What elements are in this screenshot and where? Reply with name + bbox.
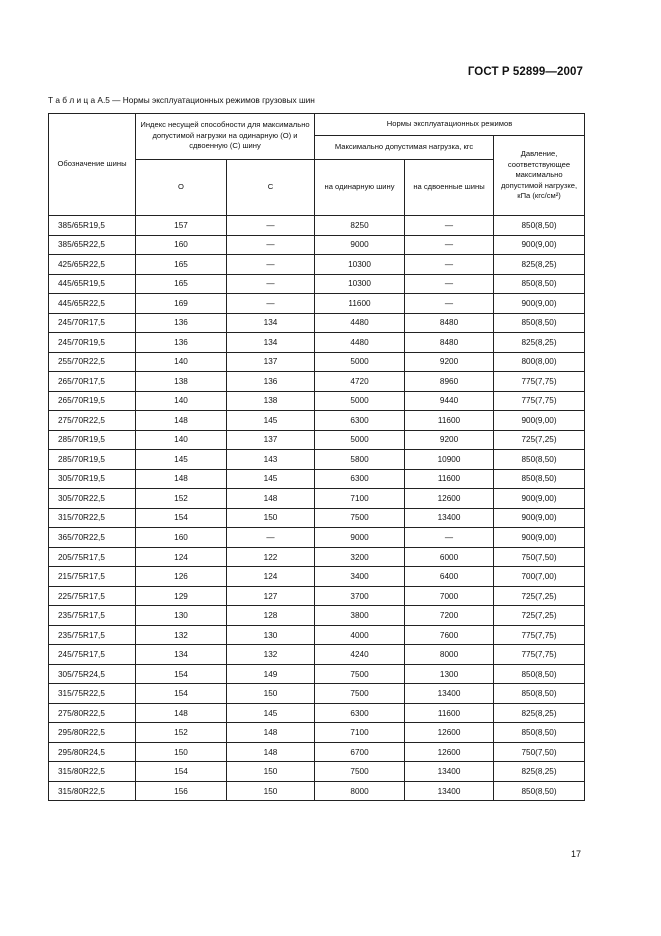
table-row [49,313,585,333]
cell-load-single: 4720 [315,372,405,392]
cell-designation: 305/70R22,5 [49,489,136,509]
cell-load-dual: 12600 [405,489,494,509]
table-row [49,489,585,509]
cell-load-single: 8000 [315,781,405,801]
cell-load-dual: 8480 [405,313,494,333]
cell-designation: 275/80R22,5 [49,703,136,723]
cell-load-dual: 8000 [405,645,494,665]
cell-index-c: — [227,274,315,294]
header-norms: Нормы эксплуатационных режимов [315,114,585,136]
table-row [49,430,585,450]
cell-load-dual: 9200 [405,430,494,450]
cell-index-o: 150 [136,742,227,762]
cell-pressure: 750(7,50) [494,742,585,762]
header-load-index: Индекс несущей способности для максимально допустимой нагрузки на одинарную (О) и сдвоенную (С) шину [136,114,315,160]
cell-load-single: 7100 [315,723,405,743]
cell-load-single: 3200 [315,547,405,567]
cell-designation: 295/80R22,5 [49,723,136,743]
header-index-o: О [136,160,227,216]
cell-load-single: 5800 [315,450,405,470]
cell-pressure: 850(8,50) [494,684,585,704]
cell-designation: 365/70R22,5 [49,528,136,548]
table-row [49,333,585,353]
cell-index-o: 134 [136,645,227,665]
cell-designation: 445/65R22,5 [49,294,136,314]
table-row [49,606,585,626]
cell-pressure: 900(9,00) [494,528,585,548]
cell-pressure: 725(7,25) [494,586,585,606]
cell-designation: 305/70R19,5 [49,469,136,489]
cell-index-o: 152 [136,489,227,509]
table-row [49,450,585,470]
cell-load-single: 6300 [315,703,405,723]
cell-designation: 265/70R19,5 [49,391,136,411]
cell-load-dual: 7000 [405,586,494,606]
cell-load-single: 7500 [315,684,405,704]
cell-index-o: 148 [136,469,227,489]
table-row [49,391,585,411]
header-pressure-text: Давление, соответствующее максимально допустимой нагрузке, кПа (кгс/см²) [500,149,578,201]
cell-load-single: 6700 [315,742,405,762]
cell-designation: 275/70R22,5 [49,411,136,431]
cell-index-c: — [227,216,315,236]
cell-designation: 235/75R17,5 [49,625,136,645]
header-designation: Обозначение шины [49,114,136,216]
cell-load-single: 10300 [315,255,405,275]
cell-index-o: 138 [136,372,227,392]
cell-load-single: 7100 [315,489,405,509]
cell-pressure: 825(8,25) [494,762,585,782]
cell-index-c: 134 [227,313,315,333]
table-row [49,762,585,782]
cell-index-o: 154 [136,508,227,528]
header-index-c: С [227,160,315,216]
cell-load-dual: — [405,528,494,548]
tire-norms-table [48,113,585,801]
cell-load-dual: — [405,294,494,314]
cell-index-o: 154 [136,684,227,704]
cell-index-c: 145 [227,469,315,489]
table-row [49,586,585,606]
cell-designation: 285/70R19,5 [49,430,136,450]
cell-index-c: 150 [227,781,315,801]
cell-pressure: 850(8,50) [494,450,585,470]
cell-designation: 285/70R19,5 [49,450,136,470]
cell-load-dual: 11600 [405,703,494,723]
cell-pressure: 825(8,25) [494,333,585,353]
header-load-single: на одинарную шину [315,160,405,216]
cell-load-single: 7500 [315,508,405,528]
table-header [49,114,585,216]
cell-load-dual: 8960 [405,372,494,392]
cell-designation: 315/80R22,5 [49,762,136,782]
cell-load-dual: 10900 [405,450,494,470]
cell-load-single: 5000 [315,430,405,450]
cell-load-single: 4000 [315,625,405,645]
cell-index-c: 130 [227,625,315,645]
table-row [49,567,585,587]
cell-index-o: 140 [136,352,227,372]
cell-load-dual: 7200 [405,606,494,626]
cell-pressure: 850(8,50) [494,664,585,684]
cell-index-c: — [227,294,315,314]
cell-index-c: 148 [227,489,315,509]
cell-load-dual: 9440 [405,391,494,411]
cell-index-c: 134 [227,333,315,353]
cell-index-o: 140 [136,430,227,450]
cell-index-c: 148 [227,723,315,743]
cell-pressure: 825(8,25) [494,255,585,275]
header-max-load: Максимально допустимая нагрузка, кгс [315,136,494,160]
cell-load-dual: 13400 [405,508,494,528]
cell-designation: 425/65R22,5 [49,255,136,275]
cell-designation: 245/70R17,5 [49,313,136,333]
cell-load-single: 5000 [315,352,405,372]
table-row [49,216,585,236]
cell-load-dual: 13400 [405,762,494,782]
table-row [49,528,585,548]
table-row [49,255,585,275]
cell-load-dual: 12600 [405,723,494,743]
cell-index-c: 145 [227,411,315,431]
cell-load-single: 10300 [315,274,405,294]
cell-pressure: 900(9,00) [494,235,585,255]
cell-load-dual: — [405,255,494,275]
cell-index-o: 140 [136,391,227,411]
cell-load-dual: 13400 [405,684,494,704]
cell-designation: 225/75R17,5 [49,586,136,606]
cell-load-single: 4480 [315,333,405,353]
table-row [49,274,585,294]
cell-index-c: 148 [227,742,315,762]
cell-pressure: 825(8,25) [494,703,585,723]
cell-index-o: 156 [136,781,227,801]
table-row [49,684,585,704]
cell-pressure: 900(9,00) [494,508,585,528]
table-row [49,294,585,314]
cell-index-o: 165 [136,274,227,294]
cell-designation: 445/65R19,5 [49,274,136,294]
cell-load-dual: 1300 [405,664,494,684]
cell-index-c: 136 [227,372,315,392]
cell-load-single: 8250 [315,216,405,236]
cell-load-single: 5000 [315,391,405,411]
cell-index-c: 138 [227,391,315,411]
cell-load-single: 3400 [315,567,405,587]
cell-load-single: 9000 [315,528,405,548]
cell-pressure: 900(9,00) [494,294,585,314]
cell-index-o: 169 [136,294,227,314]
cell-pressure: 725(7,25) [494,606,585,626]
cell-load-single: 4240 [315,645,405,665]
cell-pressure: 725(7,25) [494,430,585,450]
cell-pressure: 775(7,75) [494,645,585,665]
cell-pressure: 850(8,50) [494,274,585,294]
cell-load-single: 6300 [315,411,405,431]
table-row [49,703,585,723]
cell-index-o: 145 [136,450,227,470]
cell-pressure: 775(7,75) [494,391,585,411]
table-caption: Т а б л и ц а А.5 — Нормы эксплуатационных режимов грузовых шин [48,95,315,105]
cell-designation: 235/75R17,5 [49,606,136,626]
cell-index-o: 157 [136,216,227,236]
cell-index-c: 145 [227,703,315,723]
cell-index-o: 136 [136,333,227,353]
cell-designation: 215/75R17,5 [49,567,136,587]
cell-load-single: 3800 [315,606,405,626]
cell-index-c: 122 [227,547,315,567]
cell-index-c: 137 [227,430,315,450]
cell-index-o: 148 [136,411,227,431]
cell-index-c: 149 [227,664,315,684]
cell-load-single: 11600 [315,294,405,314]
header-pressure [494,136,585,216]
cell-designation: 255/70R22,5 [49,352,136,372]
cell-pressure: 850(8,50) [494,469,585,489]
cell-index-c: 137 [227,352,315,372]
cell-index-c: — [227,528,315,548]
cell-load-single: 6300 [315,469,405,489]
table-body [49,216,585,801]
cell-designation: 265/70R17,5 [49,372,136,392]
cell-load-dual: 12600 [405,742,494,762]
cell-index-o: 154 [136,664,227,684]
cell-designation: 295/80R24,5 [49,742,136,762]
cell-designation: 385/65R19,5 [49,216,136,236]
cell-index-o: 136 [136,313,227,333]
cell-index-o: 132 [136,625,227,645]
cell-pressure: 850(8,50) [494,216,585,236]
cell-index-c: 132 [227,645,315,665]
cell-index-c: — [227,235,315,255]
cell-index-o: 129 [136,586,227,606]
cell-index-o: 160 [136,235,227,255]
cell-index-c: 150 [227,508,315,528]
cell-pressure: 850(8,50) [494,723,585,743]
cell-designation: 315/75R22,5 [49,684,136,704]
table-row [49,781,585,801]
cell-index-c: 124 [227,567,315,587]
table-row [49,547,585,567]
cell-load-dual: 11600 [405,411,494,431]
cell-index-o: 126 [136,567,227,587]
cell-load-single: 7500 [315,762,405,782]
cell-designation: 315/80R22,5 [49,781,136,801]
table-row [49,664,585,684]
cell-load-dual: 13400 [405,781,494,801]
cell-index-o: 165 [136,255,227,275]
cell-designation: 245/75R17,5 [49,645,136,665]
cell-pressure: 900(9,00) [494,489,585,509]
cell-load-single: 4480 [315,313,405,333]
cell-index-c: 128 [227,606,315,626]
header-load-dual: на сдвоенные шины [405,160,494,216]
cell-load-single: 3700 [315,586,405,606]
cell-designation: 315/70R22,5 [49,508,136,528]
table-row [49,411,585,431]
table-row [49,645,585,665]
cell-designation: 205/75R17,5 [49,547,136,567]
cell-load-dual: — [405,235,494,255]
cell-index-o: 130 [136,606,227,626]
cell-load-single: 7500 [315,664,405,684]
cell-load-dual: 7600 [405,625,494,645]
cell-index-o: 152 [136,723,227,743]
table-row [49,372,585,392]
cell-load-dual: 9200 [405,352,494,372]
cell-load-single: 9000 [315,235,405,255]
cell-pressure: 900(9,00) [494,411,585,431]
table-row [49,723,585,743]
cell-pressure: 850(8,50) [494,313,585,333]
table-row [49,508,585,528]
cell-load-dual: 6400 [405,567,494,587]
cell-load-dual: — [405,216,494,236]
cell-load-dual: 11600 [405,469,494,489]
cell-index-c: 127 [227,586,315,606]
cell-pressure: 800(8,00) [494,352,585,372]
table-row [49,742,585,762]
cell-index-o: 160 [136,528,227,548]
cell-index-o: 154 [136,762,227,782]
cell-designation: 245/70R19,5 [49,333,136,353]
table-row [49,625,585,645]
cell-load-dual: 8480 [405,333,494,353]
cell-designation: 305/75R24,5 [49,664,136,684]
page-number: 17 [570,849,581,859]
cell-designation: 385/65R22,5 [49,235,136,255]
cell-pressure: 700(7,00) [494,567,585,587]
table-row [49,352,585,372]
cell-load-dual: 6000 [405,547,494,567]
table-row [49,235,585,255]
cell-pressure: 775(7,75) [494,372,585,392]
table-row [49,469,585,489]
document-code: ГОСТ Р 52899—2007 [467,66,583,78]
cell-index-c: 150 [227,762,315,782]
cell-index-c: 143 [227,450,315,470]
cell-index-o: 124 [136,547,227,567]
cell-index-c: — [227,255,315,275]
cell-pressure: 750(7,50) [494,547,585,567]
cell-index-c: 150 [227,684,315,704]
cell-load-dual: — [405,274,494,294]
cell-pressure: 850(8,50) [494,781,585,801]
cell-pressure: 775(7,75) [494,625,585,645]
cell-index-o: 148 [136,703,227,723]
